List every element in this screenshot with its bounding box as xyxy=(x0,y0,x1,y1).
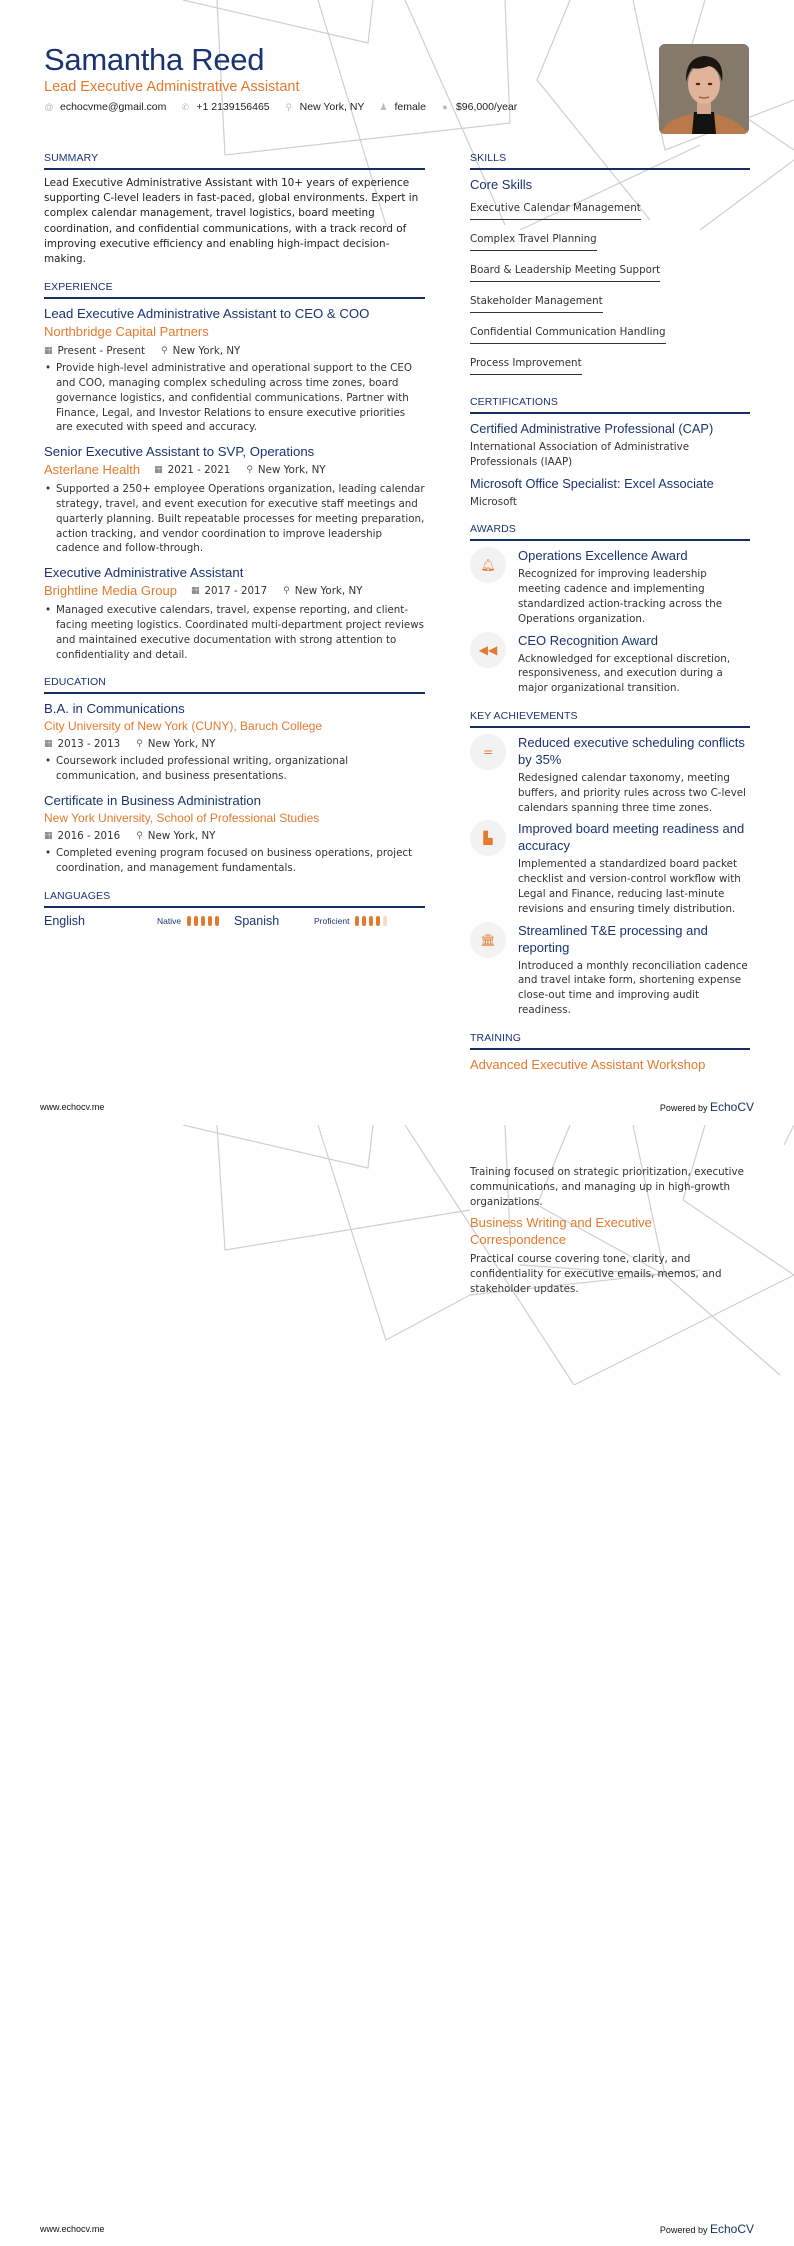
company-name: Northbridge Capital Partners xyxy=(44,324,209,340)
achievement-description: Implemented a standardized board packet checklist and version-control workflow with Legal and Finance, reducing last-minute revisions and ensuring timely distribution. xyxy=(518,858,741,915)
achievement-item xyxy=(470,922,750,1018)
location-icon: ⚲ xyxy=(285,101,292,112)
award-description: Acknowledged for exceptional discretion, responsiveness, and execution during a major organizational transition. xyxy=(518,652,731,695)
avatar-portrait-icon xyxy=(659,44,749,134)
bullet-item: • Managed executive calendars, travel, expense reporting, and client-facing meeting logistics. Coordinated multi-department project reviews and maintained executive documentation with strong attention to confidentiality and detail. xyxy=(44,603,425,662)
award-item xyxy=(470,547,750,626)
right-column-continued xyxy=(470,1165,750,1297)
achievement-item xyxy=(470,734,750,815)
location-icon: ⚲ xyxy=(283,586,290,597)
footer-brand[interactable]: EchoCV xyxy=(709,1100,754,1114)
calendar-icon: ▦ xyxy=(44,739,53,750)
avatar xyxy=(659,44,749,134)
achievement-description: Introduced a monthly reconciliation cadence and travel intake form, shortening expense close-out time and improving audit readiness. xyxy=(518,959,748,1016)
section-heading: LANGUAGES xyxy=(44,890,425,908)
location-icon: ⚲ xyxy=(246,465,253,476)
bank-icon: 🏛︎ xyxy=(470,922,506,958)
resume-page-2 xyxy=(0,1125,794,2246)
skill-item: Board & Leadership Meeting Support xyxy=(470,264,660,282)
achievement-description: Redesigned calendar taxonomy, meeting buffers, and priority rules across two C-level calendars spanning three time zones. xyxy=(518,771,747,814)
education-section xyxy=(44,676,425,875)
location-icon: ⚲ xyxy=(161,346,168,357)
languages-section xyxy=(44,890,425,928)
school-name: New York University, School of Professional Studies xyxy=(44,810,320,825)
education-entry xyxy=(44,792,425,876)
entry-meta: Asterlane Health ▦ 2021 - 2021 ⚲ New York, NY xyxy=(44,462,326,478)
achievements-section xyxy=(470,710,750,1018)
certifications-section xyxy=(470,396,750,509)
language-level: Native xyxy=(157,915,182,926)
training-description: Training focused on strategic prioritization, executive communications, and managing up in high-growth organizations. xyxy=(470,1166,744,1208)
right-column xyxy=(470,152,750,1087)
skill-item: Confidential Communication Handling xyxy=(470,326,666,344)
calendar-icon: ▦ xyxy=(44,346,53,357)
skills-section xyxy=(470,152,750,382)
job-title: Executive Administrative Assistant xyxy=(44,565,244,581)
training-name: Advanced Executive Assistant Workshop xyxy=(470,1056,706,1072)
experience-entry xyxy=(44,564,425,662)
page-footer xyxy=(40,1100,754,1114)
summary-text: Lead Executive Administrative Assistant with 10+ years of experience supporting C-level leaders in fast-paced, global environments. Expert in complex calendar management, travel logistics, board meeting coordination, and confidential communications, with a track record of improving executive efficiency and enabling high-impact decision-making. xyxy=(44,177,419,266)
achievement-title: Improved board meeting readiness and accuracy xyxy=(518,821,745,854)
bullet-item: • Supported a 250+ employee Operations organization, leading calendar strategy, travel, and event execution for executive staff meetings and quarterly planning. Built repeatable processes for meeting preparation, action tracking, and vendor coordination to improve leadership cadence and follow-through. xyxy=(44,482,425,556)
language-item xyxy=(234,914,424,928)
proficiency-dots xyxy=(187,916,219,926)
left-column xyxy=(44,152,425,942)
certification-name: Microsoft Office Specialist: Excel Associate xyxy=(470,475,714,491)
achievement-item xyxy=(470,820,750,916)
entry-meta: ▦ 2013 - 2013 ⚲ New York, NY xyxy=(44,738,216,751)
calendar-icon: ▦ xyxy=(154,465,163,476)
company-name: Brightline Media Group xyxy=(44,583,177,599)
calendar-icon: ▦ xyxy=(44,830,53,841)
summary-section xyxy=(44,152,425,267)
footer-powered-by: Powered by EchoCV xyxy=(659,2222,754,2236)
at-icon: @ xyxy=(44,102,54,112)
bullet-item: • Completed evening program focused on business operations, project coordination, and management fundamentals. xyxy=(44,846,425,876)
degree-title: B.A. in Communications xyxy=(44,701,185,717)
entry-meta: ▦ Present - Present ⚲ New York, NY xyxy=(44,345,241,358)
experience-entry xyxy=(44,305,425,435)
location-icon: ⚲ xyxy=(136,830,143,841)
award-description: Recognized for improving leadership meeting cadence and implementing standardized action-tracking across the Operations organization. xyxy=(518,568,723,625)
candidate-title: Lead Executive Administrative Assistant xyxy=(44,79,300,95)
language-item xyxy=(44,914,234,928)
person-icon: ♟ xyxy=(379,101,388,112)
award-title: CEO Recognition Award xyxy=(518,632,658,648)
section-heading: AWARDS xyxy=(470,523,750,541)
salary-icon: ● xyxy=(442,102,448,112)
award-item xyxy=(470,632,750,696)
phone-icon: ✆ xyxy=(181,101,190,112)
equals-icon: = xyxy=(470,734,506,770)
proficiency-dots xyxy=(355,916,387,926)
certification-issuer: International Association of Administrative Professionals (IAAP) xyxy=(470,441,690,468)
entry-meta: Brightline Media Group ▦ 2017 - 2017 ⚲ New York, NY xyxy=(44,583,363,599)
language-level: Proficient xyxy=(314,915,350,926)
contact-location: ⚲ New York, NY xyxy=(285,101,365,113)
award-title: Operations Excellence Award xyxy=(518,548,688,564)
degree-title: Certificate in Business Administration xyxy=(44,792,261,808)
training-section xyxy=(470,1032,750,1073)
resume-header xyxy=(44,42,644,113)
rewind-icon: ◀◀ xyxy=(470,632,506,668)
contact-salary: ● $96,000/year xyxy=(440,101,517,113)
skill-item: Process Improvement xyxy=(470,357,582,375)
job-title: Lead Executive Administrative Assistant to CEO & COO xyxy=(44,306,370,322)
bullet-item: • Provide high-level administrative and operational support to the CEO and COO, managing complex scheduling across time zones, board governance logistics, and confidential communications. Partner with Finance, Legal, and Investor Relations to ensure executive priorities are executed with speed and accuracy. xyxy=(44,361,425,435)
page-footer xyxy=(40,2222,754,2236)
section-heading: EDUCATION xyxy=(44,676,425,694)
certification-issuer: Microsoft xyxy=(470,495,517,508)
contact-phone[interactable]: ✆ +1 2139156465 xyxy=(181,101,270,113)
skill-item: Stakeholder Management xyxy=(470,295,603,313)
language-name: English xyxy=(44,913,85,928)
footer-website-link[interactable]: www.echocv.me xyxy=(40,1102,105,1112)
building-icon: ▙ xyxy=(470,820,506,856)
contact-row xyxy=(44,101,644,113)
entry-meta: ▦ 2016 - 2016 ⚲ New York, NY xyxy=(44,829,216,842)
footer-brand[interactable]: EchoCV xyxy=(709,2222,754,2236)
training-name: Business Writing and Executive Correspondence xyxy=(470,1215,652,1248)
education-entry xyxy=(44,700,425,784)
certification-name: Certified Administrative Professional (CAP) xyxy=(470,421,714,436)
section-heading: CERTIFICATIONS xyxy=(470,396,750,414)
job-title: Senior Executive Assistant to SVP, Operations xyxy=(44,444,315,460)
skill-item: Executive Calendar Management xyxy=(470,202,641,220)
achievement-title: Streamlined T&E processing and reporting xyxy=(518,922,708,955)
language-list xyxy=(44,914,425,928)
location-icon: ⚲ xyxy=(136,739,143,750)
training-description: Practical course covering tone, clarity, and confidentiality for executive emails, memos, and stakeholder updates. xyxy=(470,1253,722,1295)
company-name: Asterlane Health xyxy=(44,462,141,478)
section-heading: SKILLS xyxy=(470,152,750,170)
contact-gender: ♟ female xyxy=(379,101,426,113)
awards-section xyxy=(470,523,750,696)
footer-powered-by: Powered by EchoCV xyxy=(659,1100,754,1114)
section-heading: SUMMARY xyxy=(44,152,425,170)
language-name: Spanish xyxy=(234,913,280,928)
candidate-name: Samantha Reed xyxy=(44,42,265,77)
section-heading: EXPERIENCE xyxy=(44,281,425,299)
contact-email[interactable]: @ echocvme@gmail.com xyxy=(44,101,167,113)
school-name: City University of New York (CUNY), Baruch College xyxy=(44,719,323,734)
section-heading: KEY ACHIEVEMENTS xyxy=(470,710,750,728)
experience-entry xyxy=(44,443,425,556)
experience-section xyxy=(44,281,425,662)
bullet-item: • Coursework included professional writing, organizational communication, and business presentations. xyxy=(44,754,425,784)
footer-website-link[interactable]: www.echocv.me xyxy=(40,2224,105,2234)
skill-item: Complex Travel Planning xyxy=(470,233,597,251)
calendar-icon: ▦ xyxy=(190,586,200,597)
skill-group-title: Core Skills xyxy=(470,177,533,192)
achievement-title: Reduced executive scheduling conflicts by 35% xyxy=(518,734,745,767)
section-heading: TRAINING xyxy=(470,1032,750,1050)
bell-icon: 🔔︎ xyxy=(470,547,506,583)
